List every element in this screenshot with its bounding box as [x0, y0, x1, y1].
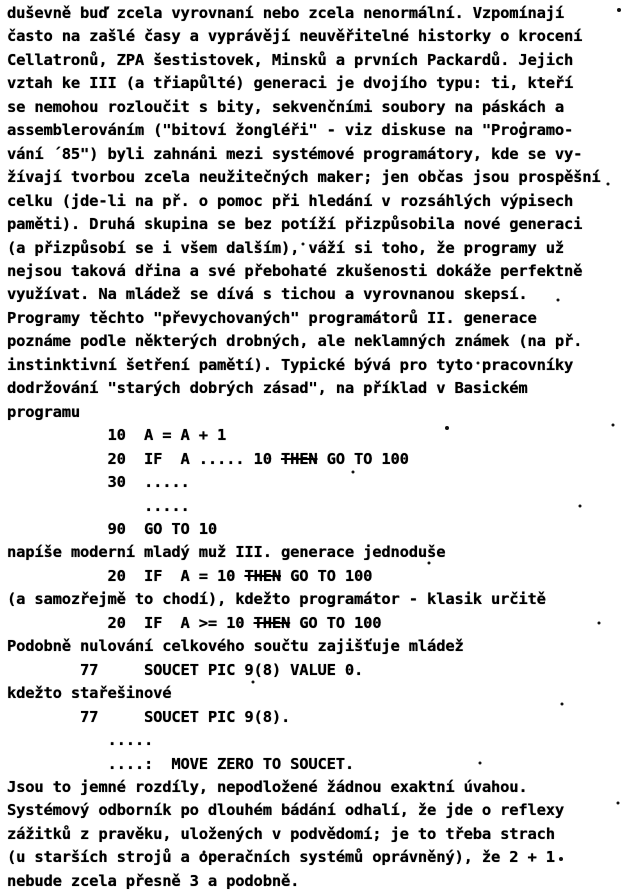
- text-line: [7, 635, 636, 658]
- text-run: dodržování "starých dobrých zásad", na příklad v Basickém: [7, 379, 528, 398]
- code-line: [7, 729, 636, 752]
- text-run: GO TO 100: [280, 566, 373, 585]
- text-line: [7, 588, 636, 611]
- struck-keyword: THEN: [253, 613, 291, 632]
- text-run: Programy těchto "převychovaných" programátorů II. generace: [7, 308, 537, 327]
- text-line: [7, 354, 636, 377]
- struck-keyword: THEN: [244, 566, 281, 585]
- document-lines: [7, 2, 636, 892]
- text-run: nebude zcela přesně 3 a podobně.: [7, 871, 300, 890]
- text-line: [7, 846, 636, 869]
- code-line: [7, 518, 636, 541]
- text-line: [7, 330, 636, 353]
- text-line: [7, 72, 636, 95]
- text-run: využívat. Na mládež se dívá s tichou a vyrovnanou skepsí.: [7, 285, 528, 304]
- text-line: [7, 260, 636, 283]
- text-line: [7, 799, 636, 822]
- text-run: nejsou taková dřina a své přebohaté zkušenosti dokáže perfektně: [7, 261, 583, 280]
- text-line: [7, 166, 636, 189]
- code-line: [7, 706, 636, 729]
- code-line: [7, 471, 636, 494]
- code-line: [7, 448, 636, 471]
- text-run: se nemohou rozloučit s bity, sekvenčními soubory na páskách a: [7, 97, 565, 116]
- text-run: 20 IF A = 10: [7, 566, 245, 585]
- text-run: 20 IF A >= 10: [7, 613, 254, 632]
- text-run: žívají tvorbou zcela neužitečných maker; jen občas jsou prospěšní: [7, 168, 601, 187]
- code-line: [7, 424, 636, 447]
- text-run: kdežto stařešinové: [7, 684, 172, 703]
- text-run: ....: MOVE ZERO TO SOUCET.: [7, 754, 355, 773]
- text-run: (a přizpůsobí se i všem dalším), váží si toho, že programy už: [7, 238, 565, 257]
- text-line: [7, 307, 636, 330]
- text-line: [7, 49, 636, 72]
- text-line: [7, 143, 636, 166]
- text-line: [7, 25, 636, 48]
- text-run: .....: [7, 731, 154, 750]
- text-run: (a samozřejmě to chodí), kdežto programátor - klasik určitě: [7, 590, 546, 609]
- text-run: Podobně nulování celkového součtu zajišťuje mládež: [7, 637, 464, 656]
- text-run: (u starších strojů a operačních systémů oprávněný), že 2 + 1: [7, 848, 555, 867]
- text-line: [7, 401, 636, 424]
- text-run: instinktivní šetření pamětí). Typické bývá pro tyto pracovníky: [7, 355, 574, 374]
- scan-noise-specks: [0, 0, 2, 2]
- text-run: GO TO 100: [290, 613, 382, 632]
- text-run: programu: [7, 402, 81, 421]
- text-line: [7, 823, 636, 846]
- code-line: [7, 495, 636, 518]
- text-line: [7, 682, 636, 705]
- text-run: celku (jde-li na př. o pomoc při hledání v rozsáhlých výpisech: [7, 191, 574, 210]
- code-line: [7, 659, 636, 682]
- text-run: Systémový odborník po dlouhém bádání odhalí, že jde o reflexy: [7, 801, 565, 820]
- text-line: [7, 119, 636, 142]
- text-run: 90 GO TO 10: [7, 519, 218, 538]
- text-run: assemblerováním ("bitoví žongléři" - viz diskuse na "Programo-: [7, 121, 574, 140]
- text-line: [7, 237, 636, 260]
- text-run: duševně buď zcela vyrovnaní nebo zcela nenormální. Vzpomínají: [7, 4, 565, 22]
- code-line: [7, 565, 636, 588]
- text-run: GO TO 100: [317, 449, 409, 468]
- text-line: [7, 541, 636, 564]
- text-run: 10 A = A + 1: [7, 426, 227, 445]
- code-line: [7, 753, 636, 776]
- text-run: paměti). Druhá skupina se bez potíží přizpůsobila nové generaci: [7, 215, 583, 234]
- text-line: [7, 213, 636, 236]
- text-line: [7, 870, 636, 892]
- text-run: často na zašlé časy a vyprávějí neuvěřitelné historky o krocení: [7, 27, 583, 46]
- text-run: vání ´85") byli zahnáni mezi systémové programátory, kde se vy-: [7, 144, 583, 163]
- text-run: 77 SOUCET PIC 9(8).: [7, 707, 291, 726]
- text-line: [7, 776, 636, 799]
- text-run: napíše moderní mladý muž III. generace jednoduše: [7, 543, 446, 562]
- text-line: [7, 377, 636, 400]
- text-run: poznáme podle některých drobných, ale neklamných známek (na př.: [7, 332, 583, 351]
- text-run: 20 IF A ..... 10: [7, 449, 281, 468]
- text-line: [7, 2, 636, 25]
- text-run: .....: [7, 496, 190, 515]
- text-run: 77 SOUCET PIC 9(8) VALUE 0.: [7, 660, 364, 679]
- text-line: [7, 190, 636, 213]
- code-line: [7, 612, 636, 635]
- text-run: 30 .....: [7, 473, 190, 492]
- text-line: [7, 96, 636, 119]
- struck-keyword: THEN: [280, 449, 318, 468]
- text-run: Jsou to jemné rozdíly, nepodložené žádnou exaktní úvahou.: [7, 777, 528, 796]
- text-run: Cellatronů, ZPA šestistovek, Minsků a prvních Packardů. Jejich: [7, 50, 574, 69]
- text-run: zážitků z pravěku, uložených v podvědomí; je to třeba strach: [7, 824, 555, 843]
- text-run: vztah ke III (a třiapůlté) generaci je dvojího typu: ti, kteří: [7, 74, 574, 93]
- text-line: [7, 283, 636, 306]
